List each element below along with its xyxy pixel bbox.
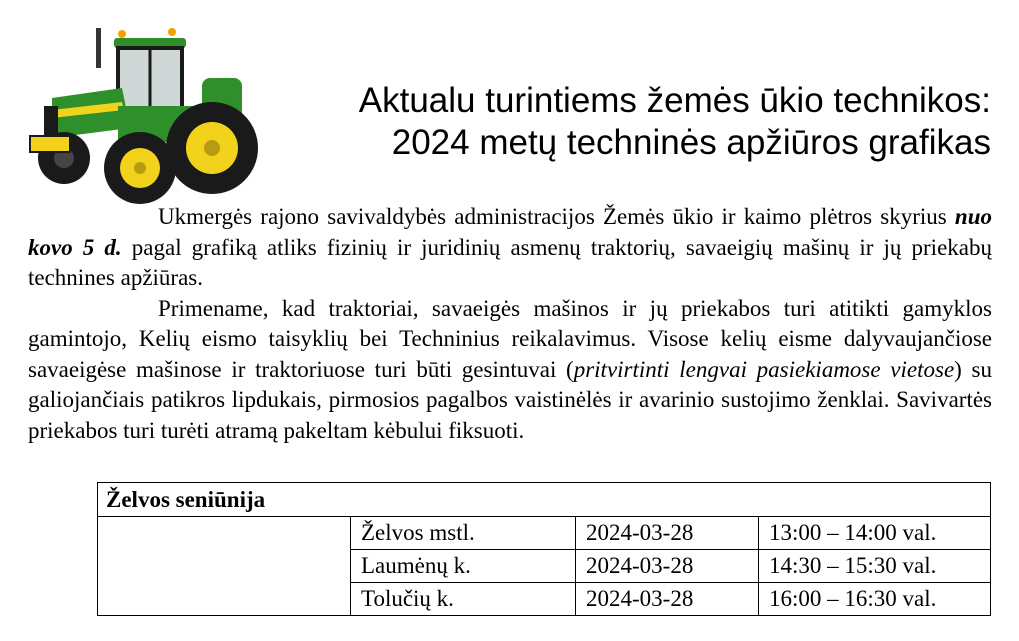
time-cell: 16:00 – 16:30 val. [759,583,991,616]
paragraph-1-part-1: Ukmergės rajono savivaldybės administracijos Žemės ūkio ir kaimo plėtros skyrius [158,204,955,229]
schedule-table [97,482,991,616]
article-body [28,202,992,446]
schedule-blank-cell [98,517,351,616]
tractor-icon [22,18,262,218]
paragraph-2 [28,294,992,447]
schedule-heading: Želvos seniūnija [98,483,991,517]
page-title [271,80,991,164]
date-cell: 2024-03-28 [576,550,759,583]
time-cell: 14:30 – 15:30 val. [759,550,991,583]
paragraph-1 [28,202,992,294]
date-cell: 2024-03-28 [576,517,759,550]
paragraph-1-part-2: pagal grafiką atliks fizinių ir juridinių asmenų traktorių, savaeigių mašinų ir jų priekabų technines apžiūras. [28,234,992,290]
paragraph-2-part-1: Primename, kad traktoriai, savaeigės mašinos ir jų priekabos turi atitikti gamyklos gamintojo, Kelių eismo taisyklių bei Techninius reikalavimus. Visose kelių eisme dalyvaujančiose savaeigėse mašinose ir traktoriuose turi būti gesintuvai ( [28,295,992,382]
title-line-2: 2024 metų techninės apžiūros grafikas [391,123,991,162]
schedule-heading-row [98,483,991,517]
paragraph-2-part-2: ) su galiojančiais patikros lipdukais, pirmosios pagalbos vaistinėlės ir avarinio sustojimo ženklai. Savivartės priekabos turi turėti atramą pakeltam kėbului fiksuoti. [28,356,992,443]
title-line-1: Aktualu turintiems žemės ūkio technikos: [358,81,991,120]
paragraph-1-emphasis: nuo kovo 5 d. [28,204,992,260]
location-cell: Laumėnų k. [351,550,576,583]
paragraph-2-italic: pritvirtinti lengvai pasiekiamose vietose [573,356,955,382]
time-cell: 13:00 – 14:00 val. [759,517,991,550]
location-cell: Želvos mstl. [351,517,576,550]
location-cell: Tolučių k. [351,583,576,616]
date-cell: 2024-03-28 [576,583,759,616]
table-row [98,517,991,550]
tractor-image [22,18,262,218]
